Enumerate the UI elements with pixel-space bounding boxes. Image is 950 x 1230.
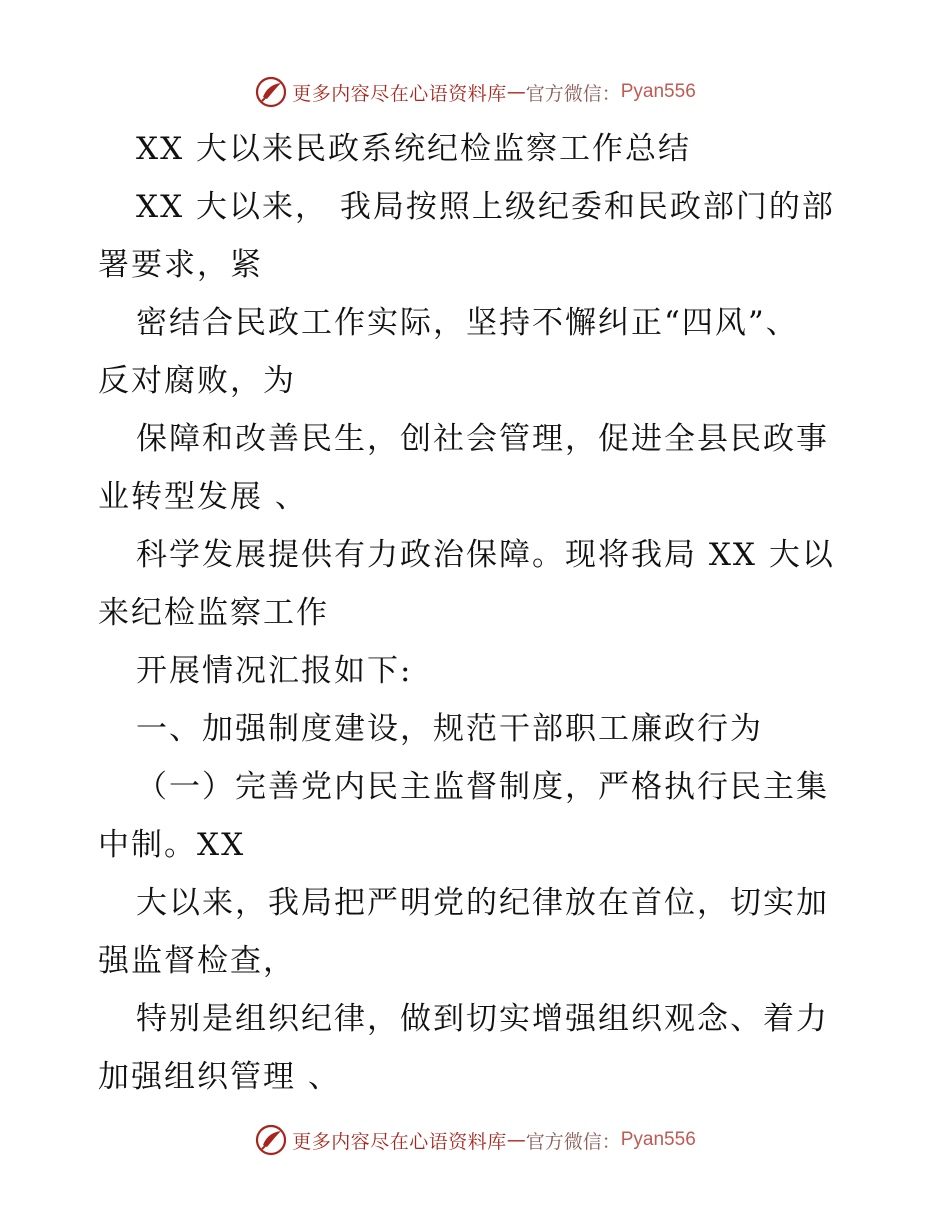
footer-watermark [0,1120,950,1160]
paragraph-line: 特别是组织纪律，做到切实增强组织观念、着力 [136,1001,829,1037]
header-watermark [0,72,950,112]
watermark-wechat-label: 官方微信： [525,1130,621,1153]
section-heading: 一、加强制度建设，规范干部职工廉政行为 [136,711,763,747]
paragraph-line: XX 大以来， 我局按照上级纪委和民政部门的部 [136,189,835,225]
paragraph-line: 强监督检查， [98,943,296,979]
subsection-heading: （一）完善党内民主监督制度，严格执行民主集 [136,769,829,805]
paragraph-line: 科学发展提供有力政治保障。现将我局 XX 大以 [136,537,835,573]
paragraph-line: 署要求，紧 [98,247,263,283]
paragraph-line: 保障和改善民生，创社会管理，促进全县民政事 [136,421,829,457]
watermark-text: 更多内容尽在心语资料库 [292,1130,507,1153]
paragraph-line: 密结合民政工作实际，坚持不懈纠正“四风”、 [136,305,799,341]
watermark-wechat-label: 官方微信： [525,82,621,105]
paragraph-line: 开展情况汇报如下: [136,653,413,689]
watermark-separator: — [506,1129,526,1151]
library-logo-icon [254,1123,288,1157]
paragraph-line: 来纪检监察工作 [98,595,329,631]
paragraph-line: 大以来，我局把严明党的纪律放在首位，切实加 [136,885,829,921]
paragraph-line: 中制。XX [98,827,246,863]
paragraph-line: 反对腐败，为 [98,363,296,399]
document-title: XX 大以来民政系统纪检监察工作总结 [136,131,691,167]
watermark-wechat-id: Pyan556 [620,81,696,102]
paragraph-line: 业转型发展 、 [98,479,308,515]
watermark-wechat-id: Pyan556 [620,1129,696,1150]
library-logo-icon [254,75,288,109]
watermark-separator: — [506,81,526,103]
paragraph-line: 加强组织管理 、 [98,1059,341,1095]
watermark-text: 更多内容尽在心语资料库 [292,82,507,105]
